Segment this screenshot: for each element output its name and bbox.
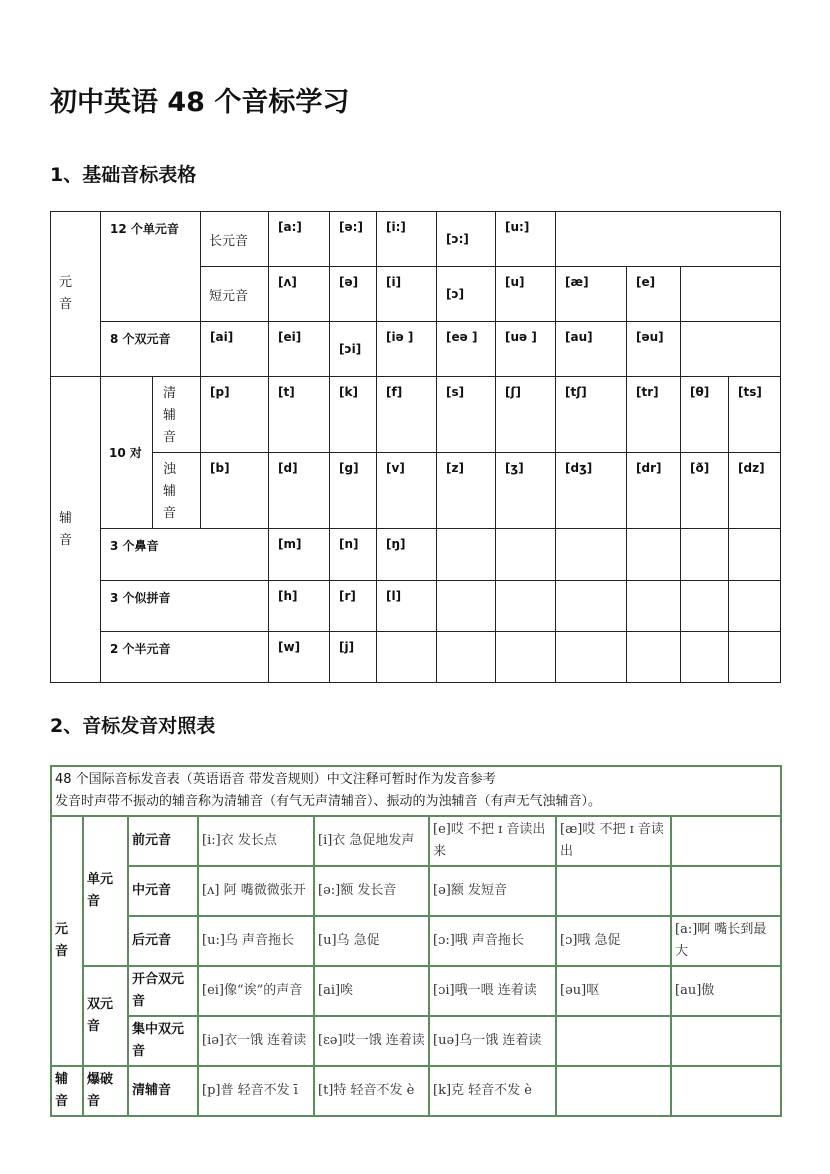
- table-cell: [i]衣 急促地发声: [314, 816, 429, 866]
- table-cell: [æ]哎 不把 ɪ 音读出: [556, 816, 671, 866]
- monophthong-label: 单元音: [83, 816, 128, 966]
- empty-cell: [729, 529, 781, 581]
- table-cell: [ə]额 发短音: [429, 866, 556, 916]
- symbol-cell: [d]: [269, 453, 330, 529]
- symbol-cell: [ə:]: [330, 212, 377, 267]
- table-cell: [au]傲: [671, 966, 781, 1016]
- diphthong-label: 双元音: [83, 966, 128, 1066]
- table-note: 48 个国际音标发音表（英语语音 带发音规则）中文注释可暂时作为发音参考 发音时声带不振动的辅音称为清辅音（有气无声清辅音）、振动的为浊辅音（有声无气浊辅音）。: [51, 766, 781, 816]
- table-cell: [p]普 轻音不发 ī: [198, 1066, 314, 1116]
- voiceless-label: 清辅音: [153, 377, 201, 453]
- table-cell: [e]哎 不把 ɪ 音读出来: [429, 816, 556, 866]
- section-heading-2: 2、音标发音对照表: [50, 715, 216, 737]
- vowel-label: 元音: [51, 212, 101, 377]
- symbol-cell: [dr]: [627, 453, 681, 529]
- nasal-label: 3 个鼻音: [101, 529, 269, 581]
- table-cell: [556, 1066, 671, 1116]
- table-cell: [ə:]额 发长音: [314, 866, 429, 916]
- short-vowel-label: 短元音: [201, 267, 269, 322]
- symbol-cell: [iə ]: [377, 322, 437, 377]
- table-cell: [ei]像“诶”的声音: [198, 966, 314, 1016]
- empty-cell: [681, 581, 729, 632]
- row-label: 清辅音: [128, 1066, 198, 1116]
- symbol-cell: [ð]: [681, 453, 729, 529]
- symbol-cell: [w]: [269, 632, 330, 683]
- table-cell: [k]克 轻音不发 è: [429, 1066, 556, 1116]
- symbol-cell: [e]: [627, 267, 681, 322]
- symbol-cell: [p]: [201, 377, 269, 453]
- symbol-cell: [a:]: [269, 212, 330, 267]
- symbol-cell: [eə ]: [437, 322, 496, 377]
- pairs-label: 10 对: [101, 377, 153, 529]
- symbol-cell: [n]: [330, 529, 377, 581]
- consonant-label: 辅音: [51, 377, 101, 683]
- page-title: 初中英语 48 个音标学习: [50, 87, 350, 118]
- empty-cell: [496, 581, 556, 632]
- symbol-cell: [ɔi]: [330, 322, 377, 377]
- symbol-cell: [f]: [377, 377, 437, 453]
- empty-cell: [681, 322, 781, 377]
- symbol-cell: [θ]: [681, 377, 729, 453]
- symbol-cell: [dʒ]: [556, 453, 627, 529]
- table-cell: [ai]唉: [314, 966, 429, 1016]
- symbol-cell: [dz]: [729, 453, 781, 529]
- symbol-cell: [ts]: [729, 377, 781, 453]
- long-vowel-label: 长元音: [201, 212, 269, 267]
- semivowel-label: 2 个半元音: [101, 632, 269, 683]
- monophthong-label: 12 个单元音: [101, 212, 201, 322]
- table-cell: [i:]衣 发长点: [198, 816, 314, 866]
- symbol-cell: [ʒ]: [496, 453, 556, 529]
- basic-phonetic-table: [50, 211, 781, 683]
- symbol-cell: [r]: [330, 581, 377, 632]
- vowel-label: 元音: [51, 816, 83, 1066]
- symbol-cell: [t]: [269, 377, 330, 453]
- empty-cell: [437, 529, 496, 581]
- table-cell: [əu]呕: [556, 966, 671, 1016]
- symbol-cell: [ə]: [330, 267, 377, 322]
- empty-cell: [377, 632, 437, 683]
- symbol-cell: [æ]: [556, 267, 627, 322]
- symbol-cell: [l]: [377, 581, 437, 632]
- table-cell: [u:]乌 声音拖长: [198, 916, 314, 966]
- symbol-cell: [ʌ]: [269, 267, 330, 322]
- row-label: 中元音: [128, 866, 198, 916]
- symbol-cell: [ɔ]: [437, 267, 496, 322]
- empty-cell: [496, 632, 556, 683]
- empty-cell: [681, 267, 781, 322]
- symbol-cell: [ɔ:]: [437, 212, 496, 267]
- table-cell: [556, 1016, 671, 1066]
- symbol-cell: [z]: [437, 453, 496, 529]
- symbol-cell: [j]: [330, 632, 377, 683]
- approximant-label: 3 个似拼音: [101, 581, 269, 632]
- symbol-cell: [u:]: [496, 212, 556, 267]
- symbol-cell: [h]: [269, 581, 330, 632]
- table-cell: [ɔ]哦 急促: [556, 916, 671, 966]
- symbol-cell: [tr]: [627, 377, 681, 453]
- table-cell: [ʌ] 阿 嘴微微张开: [198, 866, 314, 916]
- empty-cell: [437, 632, 496, 683]
- table-cell: [ɔ:]哦 声音拖长: [429, 916, 556, 966]
- empty-cell: [681, 632, 729, 683]
- table-cell: [671, 866, 781, 916]
- empty-cell: [556, 529, 627, 581]
- table-cell: [671, 816, 781, 866]
- table-cell: [uə]乌一饿 连着读: [429, 1016, 556, 1066]
- table-cell: [t]特 轻音不发 è: [314, 1066, 429, 1116]
- empty-cell: [681, 529, 729, 581]
- table-cell: [u]乌 急促: [314, 916, 429, 966]
- symbol-cell: [u]: [496, 267, 556, 322]
- row-label: 集中双元音: [128, 1016, 198, 1066]
- empty-cell: [729, 581, 781, 632]
- symbol-cell: [i]: [377, 267, 437, 322]
- table-cell: [a:]啊 嘴长到最大: [671, 916, 781, 966]
- empty-cell: [729, 632, 781, 683]
- empty-cell: [627, 632, 681, 683]
- table-cell: [671, 1066, 781, 1116]
- diphthong-label: 8 个双元音: [101, 322, 201, 377]
- symbol-cell: [v]: [377, 453, 437, 529]
- plosive-label: 爆破音: [83, 1066, 128, 1116]
- table-cell: [ɛə]哎一饿 连着读: [314, 1016, 429, 1066]
- empty-cell: [437, 581, 496, 632]
- symbol-cell: [uə ]: [496, 322, 556, 377]
- symbol-cell: [au]: [556, 322, 627, 377]
- row-label: 后元音: [128, 916, 198, 966]
- row-label: 前元音: [128, 816, 198, 866]
- empty-cell: [556, 632, 627, 683]
- empty-cell: [496, 529, 556, 581]
- empty-cell: [627, 581, 681, 632]
- table-cell: [ɔi]哦一喂 连着读: [429, 966, 556, 1016]
- empty-cell: [556, 581, 627, 632]
- symbol-cell: [k]: [330, 377, 377, 453]
- voiced-label: 浊辅音: [153, 453, 201, 529]
- pronunciation-table: [50, 765, 782, 1117]
- empty-cell: [556, 212, 781, 267]
- symbol-cell: [b]: [201, 453, 269, 529]
- symbol-cell: [m]: [269, 529, 330, 581]
- symbol-cell: [ai]: [201, 322, 269, 377]
- row-label: 开合双元音: [128, 966, 198, 1016]
- table-cell: [iə]衣一饿 连着读: [198, 1016, 314, 1066]
- symbol-cell: [s]: [437, 377, 496, 453]
- symbol-cell: [ei]: [269, 322, 330, 377]
- table-cell: [556, 866, 671, 916]
- symbol-cell: [ŋ]: [377, 529, 437, 581]
- symbol-cell: [tʃ]: [556, 377, 627, 453]
- table-cell: [671, 1016, 781, 1066]
- symbol-cell: [i:]: [377, 212, 437, 267]
- symbol-cell: [g]: [330, 453, 377, 529]
- symbol-cell: [əu]: [627, 322, 681, 377]
- empty-cell: [627, 529, 681, 581]
- consonant-label: 辅音: [51, 1066, 83, 1116]
- symbol-cell: [ʃ]: [496, 377, 556, 453]
- section-heading-1: 1、基础音标表格: [50, 164, 197, 186]
